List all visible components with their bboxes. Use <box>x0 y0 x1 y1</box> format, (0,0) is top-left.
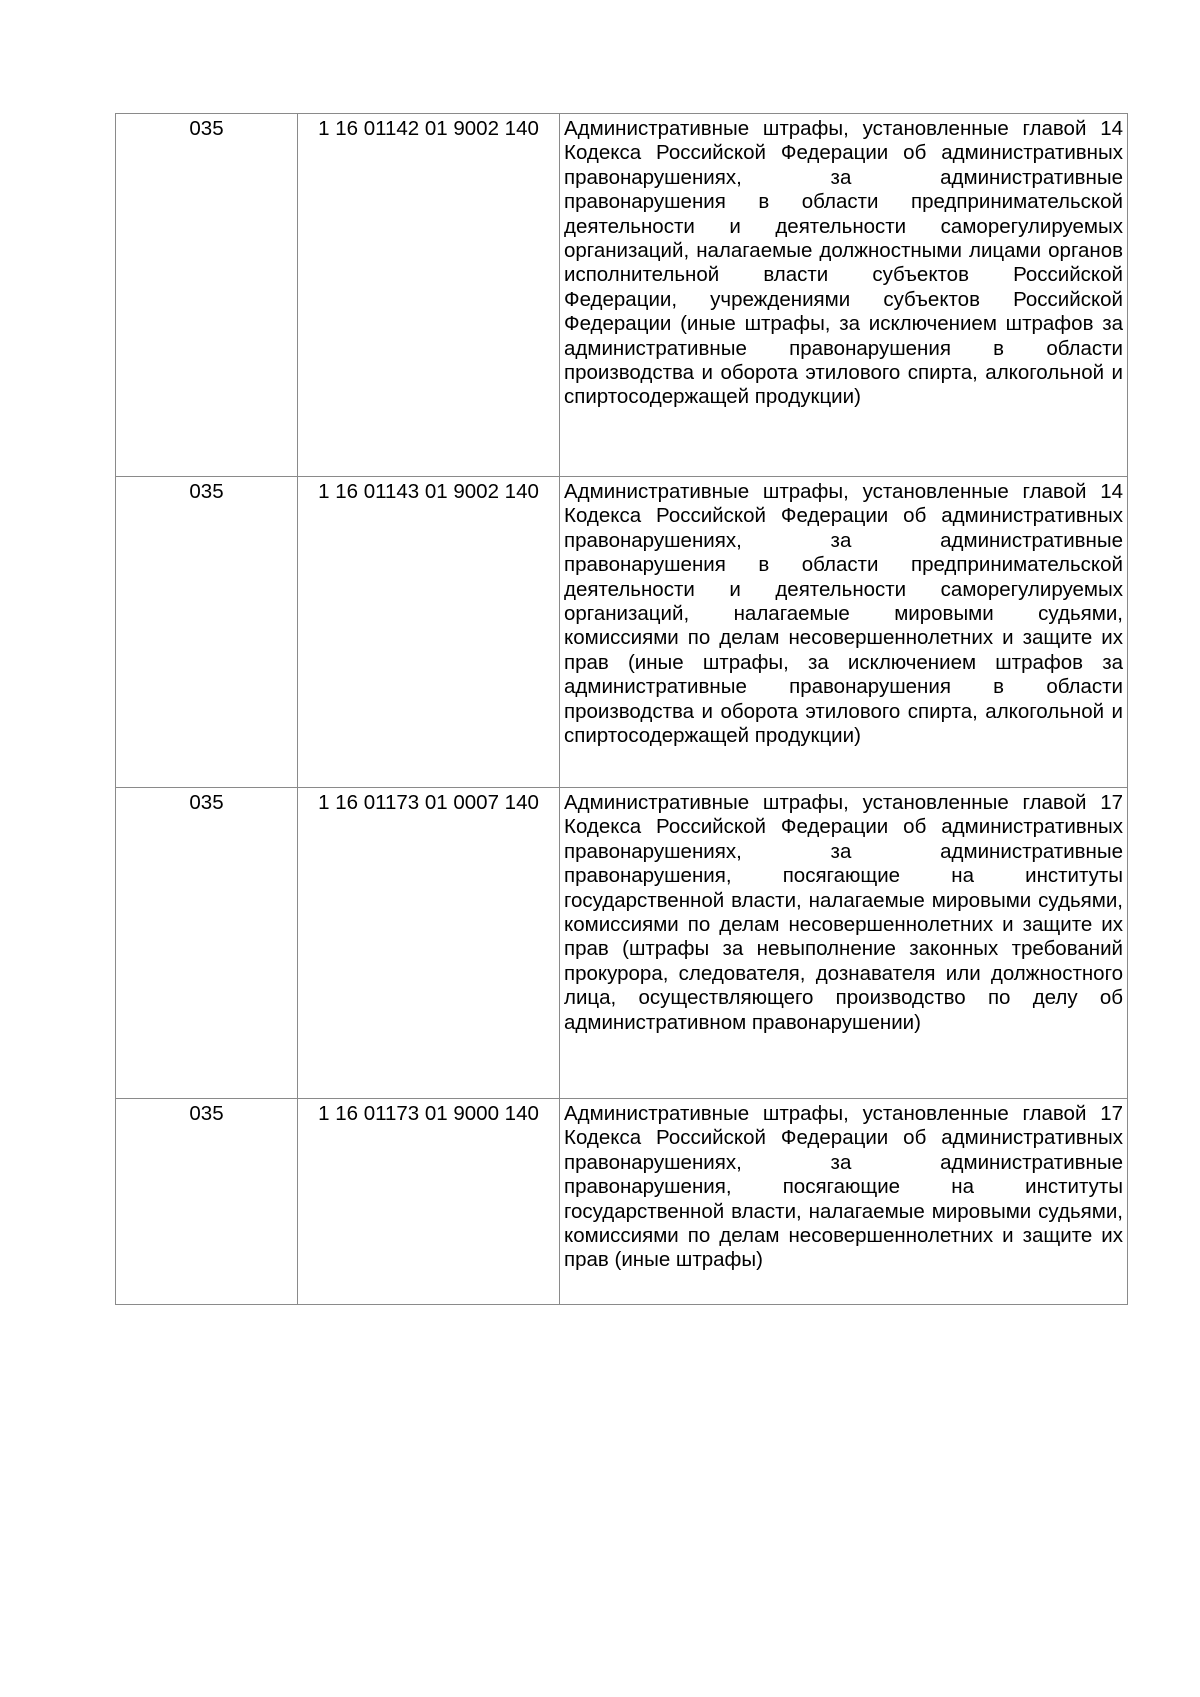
administrator-code-cell: 035 <box>116 114 298 477</box>
administrator-code-cell: 035 <box>116 477 298 788</box>
table-row <box>116 788 1128 1099</box>
administrator-code-cell: 035 <box>116 1099 298 1305</box>
budget-classification-code-cell: 1 16 01173 01 0007 140 <box>298 788 560 1099</box>
table-row <box>116 1099 1128 1305</box>
budget-classification-code-cell: 1 16 01143 01 9002 140 <box>298 477 560 788</box>
budget-classification-code-cell: 1 16 01173 01 9000 140 <box>298 1099 560 1305</box>
revenue-description-cell: Административные штрафы, установленные главой 17 Кодекса Российской Федерации об административных правонарушениях, за административные правонарушения, посягающие на институты государственной власти, налагаемые мировыми судьями, комиссиями по делам несовершеннолетних и защите их прав (иные штрафы) <box>560 1099 1128 1305</box>
administrator-code-cell: 035 <box>116 788 298 1099</box>
table-row <box>116 477 1128 788</box>
revenue-description-cell: Административные штрафы, установленные главой 17 Кодекса Российской Федерации об административных правонарушениях, за административные правонарушения, посягающие на институты государственной власти, налагаемые мировыми судьями, комиссиями по делам несовершеннолетних и защите их прав (штрафы за невыполнение законных требований прокурора, следователя, дознавателя или должностного лица, осуществляющего производство по делу об административном правонарушении) <box>560 788 1128 1099</box>
revenue-codes-table <box>115 113 1128 1305</box>
revenue-description-cell: Административные штрафы, установленные главой 14 Кодекса Российской Федерации об административных правонарушениях, за административные правонарушения в области предпринимательской деятельности и деятельности саморегулируемых организаций, налагаемые должностными лицами органов исполнительной власти субъектов Российской Федерации, учреждениями субъектов Российской Федерации (иные штрафы, за исключением штрафов за административные правонарушения в области производства и оборота этилового спирта, алкогольной и спиртосодержащей продукции) <box>560 114 1128 477</box>
budget-classification-code-cell: 1 16 01142 01 9002 140 <box>298 114 560 477</box>
revenue-description-cell: Административные штрафы, установленные главой 14 Кодекса Российской Федерации об административных правонарушениях, за административные правонарушения в области предпринимательской деятельности и деятельности саморегулируемых организаций, налагаемые мировыми судьями, комиссиями по делам несовершеннолетних и защите их прав (иные штрафы, за исключением штрафов за административные правонарушения в области производства и оборота этилового спирта, алкогольной и спиртосодержащей продукции) <box>560 477 1128 788</box>
table-row <box>116 114 1128 477</box>
